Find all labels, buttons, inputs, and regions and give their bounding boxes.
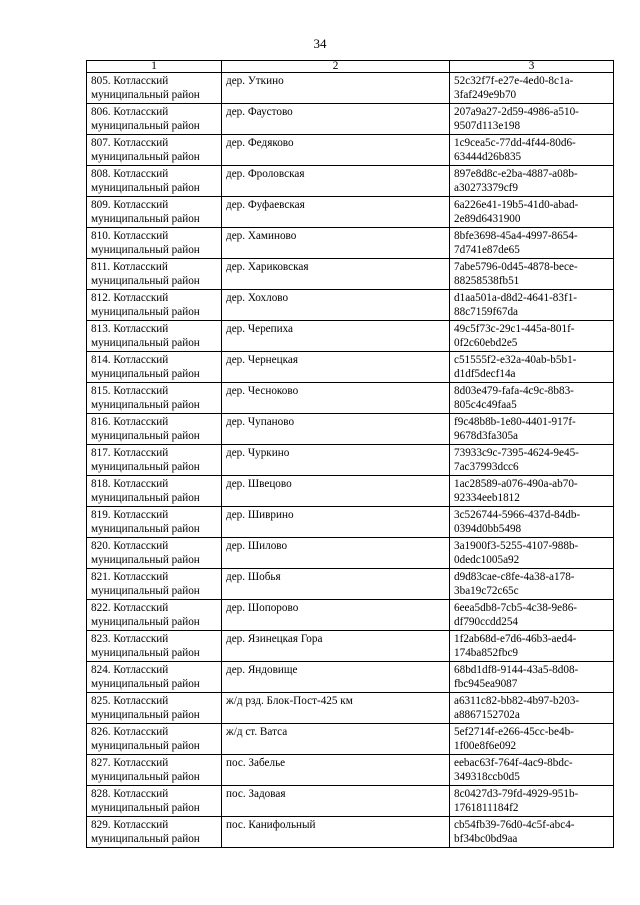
settlement-cell: пос. Забелье	[222, 755, 450, 786]
table-row	[87, 104, 614, 135]
municipality-cell: 827. Котласский муниципальный район	[87, 755, 222, 786]
table-row	[87, 73, 614, 104]
settlement-cell: дер. Шобья	[222, 569, 450, 600]
settlement-cell: пос. Канифольный	[222, 817, 450, 848]
municipality-cell: 825. Котласский муниципальный район	[87, 693, 222, 724]
municipality-cell: 823. Котласский муниципальный район	[87, 631, 222, 662]
guid-cell: 8d03e479-fafa-4c9c-8b83- 805c4c49faa5	[450, 383, 614, 414]
municipality-cell: 820. Котласский муниципальный район	[87, 538, 222, 569]
table-row	[87, 507, 614, 538]
settlement-cell: дер. Хохлово	[222, 290, 450, 321]
guid-cell: d1aa501a-d8d2-4641-83f1- 88c7159f67da	[450, 290, 614, 321]
guid-cell: d9d83cae-c8fe-4a38-a178- 3ba19c72c65c	[450, 569, 614, 600]
guid-cell: 8bfe3698-45a4-4997-8654- 7d741e87de65	[450, 228, 614, 259]
municipality-cell: 826. Котласский муниципальный район	[87, 724, 222, 755]
table-row	[87, 228, 614, 259]
municipality-cell: 812. Котласский муниципальный район	[87, 290, 222, 321]
municipality-cell: 829. Котласский муниципальный район	[87, 817, 222, 848]
guid-cell: 3a1900f3-5255-4107-988b- 0dedc1005a92	[450, 538, 614, 569]
table-row	[87, 445, 614, 476]
municipality-cell: 813. Котласский муниципальный район	[87, 321, 222, 352]
guid-cell: f9c48b8b-1e80-4401-917f- 9678d3fa305a	[450, 414, 614, 445]
municipality-cell: 818. Котласский муниципальный район	[87, 476, 222, 507]
column-header-3: 3	[450, 61, 614, 73]
municipality-cell: 805. Котласский муниципальный район	[87, 73, 222, 104]
municipality-cell: 810. Котласский муниципальный район	[87, 228, 222, 259]
settlement-cell: дер. Фуфаевская	[222, 197, 450, 228]
table-row	[87, 817, 614, 848]
settlement-cell: пос. Задовая	[222, 786, 450, 817]
settlement-cell: дер. Шилово	[222, 538, 450, 569]
municipality-cell: 811. Котласский муниципальный район	[87, 259, 222, 290]
settlement-cell: дер. Швецово	[222, 476, 450, 507]
guid-cell: 1c9cea5c-77dd-4f44-80d6- 63444d26b835	[450, 135, 614, 166]
table-row	[87, 600, 614, 631]
settlement-cell: дер. Язинецкая Гора	[222, 631, 450, 662]
municipality-cell: 822. Котласский муниципальный район	[87, 600, 222, 631]
page-number: 34	[313, 36, 327, 51]
settlement-cell: дер. Чесноково	[222, 383, 450, 414]
municipality-cell: 815. Котласский муниципальный район	[87, 383, 222, 414]
settlement-cell: ж/д ст. Ватса	[222, 724, 450, 755]
guid-cell: 897e8d8c-e2ba-4887-a08b- a30273379cf9	[450, 166, 614, 197]
guid-cell: eebac63f-764f-4ac9-8bdc- 349318ccb0d5	[450, 755, 614, 786]
municipality-cell: 828. Котласский муниципальный район	[87, 786, 222, 817]
table-row	[87, 352, 614, 383]
table-row	[87, 259, 614, 290]
municipality-cell: 817. Котласский муниципальный район	[87, 445, 222, 476]
settlement-cell: дер. Яндовище	[222, 662, 450, 693]
municipality-cell: 808. Котласский муниципальный район	[87, 166, 222, 197]
guid-cell: 49c5f73c-29c1-445a-801f- 0f2c60ebd2e5	[450, 321, 614, 352]
guid-cell: 68bd1df8-9144-43a5-8d08- fbc945ea9087	[450, 662, 614, 693]
municipality-cell: 821. Котласский муниципальный район	[87, 569, 222, 600]
municipality-cell: 814. Котласский муниципальный район	[87, 352, 222, 383]
guid-cell: a6311c82-bb82-4b97-b203- a8867152702a	[450, 693, 614, 724]
settlement-cell: дер. Хаминово	[222, 228, 450, 259]
settlement-cell: дер. Фроловская	[222, 166, 450, 197]
guid-cell: c51555f2-e32a-40ab-b5b1- d1df5decf14a	[450, 352, 614, 383]
municipality-cell: 809. Котласский муниципальный район	[87, 197, 222, 228]
guid-cell: 3c526744-5966-437d-84db- 0394d0bb5498	[450, 507, 614, 538]
guid-cell: 8c0427d3-79fd-4929-951b- 1761811184f2	[450, 786, 614, 817]
guid-cell: 1ac28589-a076-490a-ab70- 92334eeb1812	[450, 476, 614, 507]
table-row	[87, 693, 614, 724]
table-row	[87, 321, 614, 352]
guid-cell: cb54fb39-76d0-4c5f-abc4- bf34bc0bd9aa	[450, 817, 614, 848]
settlement-registry-table	[86, 60, 614, 848]
table-row	[87, 414, 614, 445]
table-row	[87, 631, 614, 662]
table-row	[87, 197, 614, 228]
table-row	[87, 476, 614, 507]
guid-cell: 6a226e41-19b5-41d0-abad- 2e89d6431900	[450, 197, 614, 228]
municipality-cell: 824. Котласский муниципальный район	[87, 662, 222, 693]
settlement-cell: дер. Чуркино	[222, 445, 450, 476]
guid-cell: 6eea5db8-7cb5-4c38-9e86- df790ccdd254	[450, 600, 614, 631]
guid-cell: 52c32f7f-e27e-4ed0-8c1a- 3faf249e9b70	[450, 73, 614, 104]
table-row	[87, 290, 614, 321]
table-row	[87, 166, 614, 197]
settlement-cell: дер. Шопорово	[222, 600, 450, 631]
municipality-cell: 816. Котласский муниципальный район	[87, 414, 222, 445]
settlement-cell: дер. Уткино	[222, 73, 450, 104]
settlement-cell: дер. Чупаново	[222, 414, 450, 445]
table-row	[87, 135, 614, 166]
table-header-row	[87, 61, 614, 73]
settlement-cell: дер. Хариковская	[222, 259, 450, 290]
settlement-cell: дер. Федяково	[222, 135, 450, 166]
table-row	[87, 662, 614, 693]
table-row	[87, 724, 614, 755]
table-row	[87, 538, 614, 569]
municipality-cell: 819. Котласский муниципальный район	[87, 507, 222, 538]
table-row	[87, 786, 614, 817]
municipality-cell: 806. Котласский муниципальный район	[87, 104, 222, 135]
table-row	[87, 383, 614, 414]
column-header-1: 1	[87, 61, 222, 73]
table-row	[87, 755, 614, 786]
table-row	[87, 569, 614, 600]
municipality-cell: 807. Котласский муниципальный район	[87, 135, 222, 166]
column-header-2: 2	[222, 61, 450, 73]
guid-cell: 7abe5796-0d45-4878-bece- 88258538fb51	[450, 259, 614, 290]
guid-cell: 1f2ab68d-e7d6-46b3-aed4- 174ba852fbc9	[450, 631, 614, 662]
settlement-cell: дер. Шиврино	[222, 507, 450, 538]
settlement-cell: дер. Чернецкая	[222, 352, 450, 383]
settlement-cell: дер. Черепиха	[222, 321, 450, 352]
settlement-cell: ж/д рзд. Блок-Пост-425 км	[222, 693, 450, 724]
guid-cell: 207a9a27-2d59-4986-a510- 9507d113e198	[450, 104, 614, 135]
settlement-cell: дер. Фаустово	[222, 104, 450, 135]
guid-cell: 5ef2714f-e266-45cc-be4b- 1f00e8f6e092	[450, 724, 614, 755]
guid-cell: 73933c9c-7395-4624-9e45- 7ac37993dcc6	[450, 445, 614, 476]
